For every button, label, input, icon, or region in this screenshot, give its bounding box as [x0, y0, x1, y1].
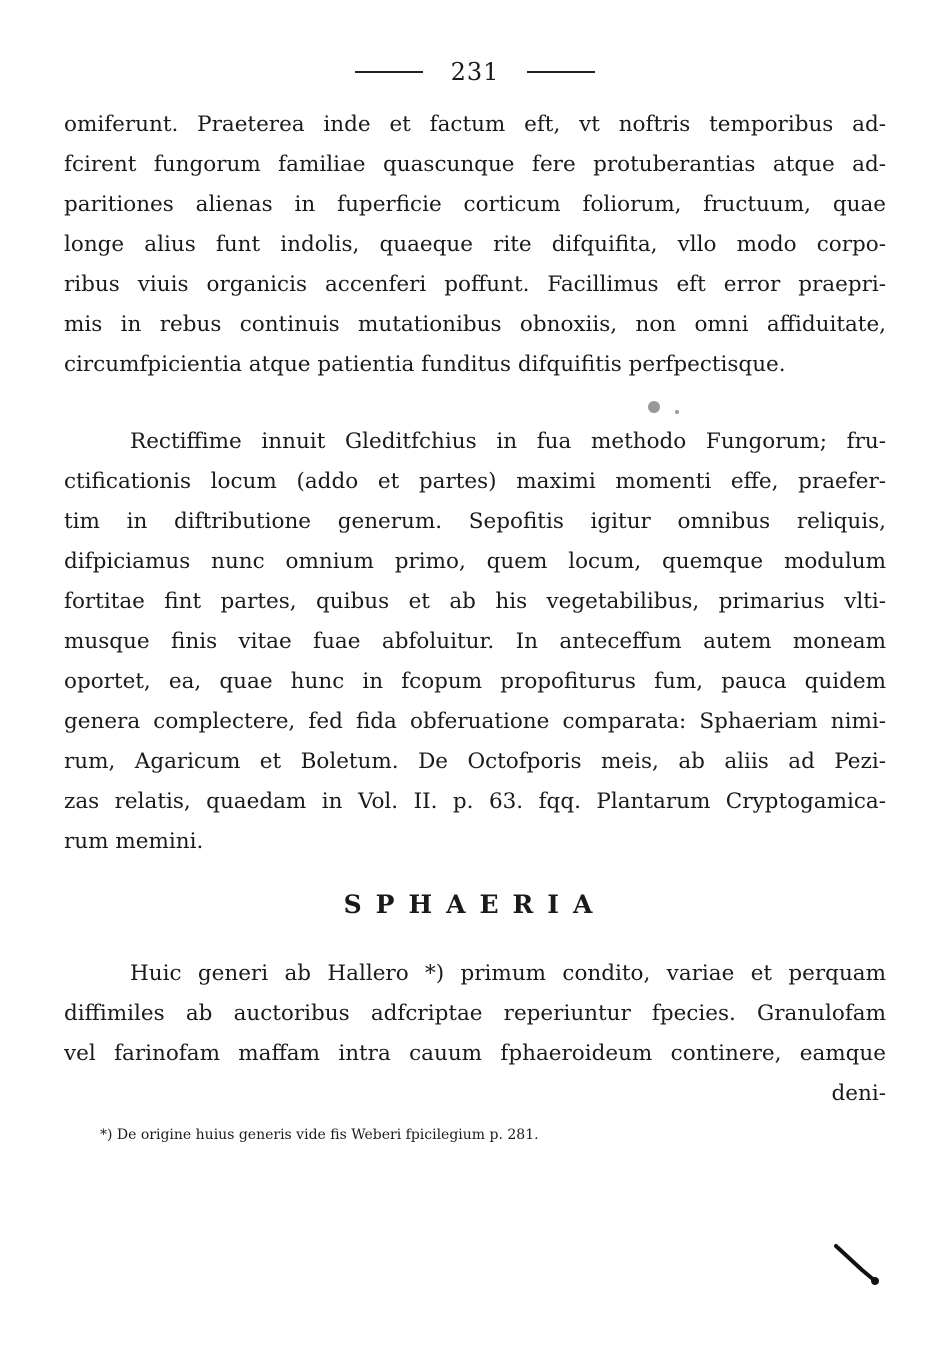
text-line: tim in diftributione generum. Sepofitis igitur omnibus reliquis,: [64, 509, 886, 534]
catchword: deni-: [831, 1081, 886, 1106]
page-number: 231: [450, 58, 500, 86]
page-header: [0, 58, 950, 86]
text-line: vel farinofam maffam intra cauum fphaeroideum continere, eamque: [64, 1041, 886, 1066]
text-line: oportet, ea, quae hunc in fcopum propofiturus fum, pauca quidem: [64, 669, 886, 694]
text-line: diffimiles ab auctoribus adfcriptae reperiuntur fpecies. Granulofam: [64, 1001, 886, 1026]
footnote: *) De origine huius generis vide fis Weberi fpicilegium p. 281.: [100, 1127, 539, 1143]
text-line: Rectiffime innuit Gleditfchius in fua methodo Fungorum; fru-: [130, 429, 886, 454]
text-line: genera complectere, fed fida obferuatione comparata: Sphaeriam nimi-: [64, 709, 886, 734]
stray-pen-mark: [832, 1240, 892, 1290]
text-line: musque finis vitae fuae abfoluitur. In anteceffum autem moneam: [64, 629, 886, 654]
text-line: fcirent fungorum familiae quascunque fere protuberantias atque ad-: [64, 152, 886, 177]
text-line: paritiones alienas in fuperficie corticum foliorum, fructuum, quae: [64, 192, 886, 217]
paragraph-1: [64, 105, 886, 385]
text-line: Huic generi ab Hallero *) primum condito, variae et perquam: [130, 961, 886, 986]
text-line: difpiciamus nunc omnium primo, quem locum, quemque modulum: [64, 549, 886, 574]
text-line: ctificationis locum (addo et partes) maximi momenti effe, praefer-: [64, 469, 886, 494]
ink-blot: [630, 392, 690, 422]
text-line: rum memini.: [64, 829, 204, 854]
text-line: longe alius funt indolis, quaeque rite difquifita, vllo modo corpo-: [64, 232, 886, 257]
text-line: fortitae fint partes, quibus et ab his vegetabilibus, primarius vlti-: [64, 589, 886, 614]
text-line: mis in rebus continuis mutationibus obnoxiis, non omni affiduitate,: [64, 312, 886, 337]
text-line: circumfpicientia atque patientia funditus difquifitis perfpectisque.: [64, 352, 786, 377]
header-rule-left: [355, 71, 423, 73]
paragraph-2: [64, 422, 886, 862]
text-line: zas relatis, quaedam in Vol. II. p. 63. fqq. Plantarum Cryptogamica-: [64, 789, 886, 814]
text-line: ribus viuis organicis accenferi poffunt. Facillimus eft error praepri-: [64, 272, 886, 297]
section-paragraph: [64, 954, 886, 1114]
header-rule-right: [527, 71, 595, 73]
text-line: rum, Agaricum et Boletum. De Octofporis meis, ab aliis ad Pezi-: [64, 749, 886, 774]
section-heading: SPHAERIA: [343, 890, 607, 919]
text-line: omiferunt. Praeterea inde et factum eft, vt noftris temporibus ad-: [64, 112, 886, 137]
